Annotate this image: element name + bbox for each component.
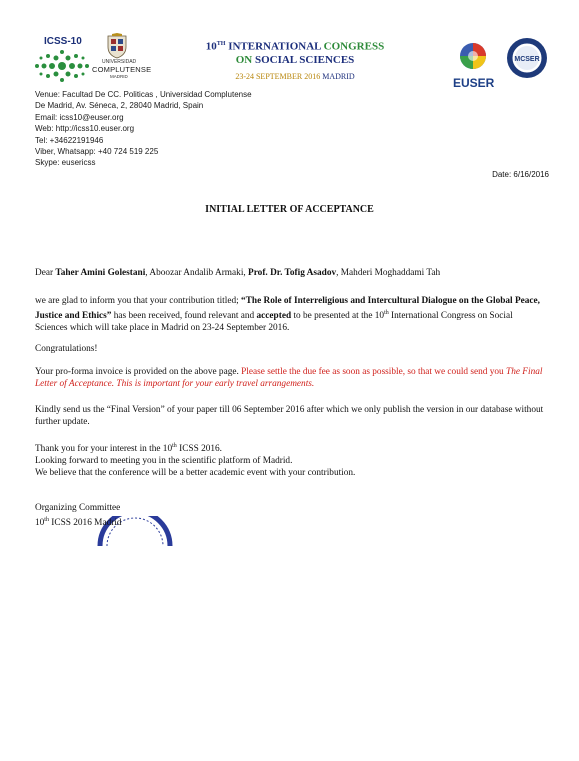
closing-line1a: Thank you for your interest in the 10 <box>35 444 173 455</box>
closing-line2: Looking forward to meeting you in the scientific platform of Madrid. <box>35 456 293 467</box>
university-small-label: UNIVERSIDAD <box>102 59 137 65</box>
congratulations: Congratulations! <box>35 344 98 354</box>
paper-title: “The Role of Interreligious and Intercultural Dialogue on the Global Peace, Justice and Ethics” <box>35 296 540 322</box>
para2-red-italic: The Final Letter of Acceptance. This is important for your early travel arrangements. <box>35 367 543 389</box>
conf-word-on: ON <box>235 53 253 66</box>
closing-block <box>35 440 545 479</box>
mcser-seal-text: MCSER <box>514 56 540 63</box>
university-crest-icon <box>106 33 128 59</box>
signature-line1: Organizing Committee <box>35 503 121 513</box>
closing-line1b: ICSS 2016. <box>176 444 222 455</box>
conf-word-social-sciences: SOCIAL SCIENCES <box>254 53 355 66</box>
signature-block <box>35 502 545 529</box>
contact-block <box>35 89 252 169</box>
closing-line3: We believe that the conference will be a better academic event with your contribution. <box>35 468 356 479</box>
conf-date-city: MADRID <box>322 72 355 81</box>
conference-title <box>180 38 410 67</box>
university-name: COMPLUTENSE <box>92 65 152 74</box>
conf-date-range: 23-24 SEPTEMBER 2016 <box>235 72 321 81</box>
letter-heading: INITIAL LETTER OF ACCEPTANCE <box>205 204 374 215</box>
para2-red: Please settle the due fee as soon as possible, so that we could send you <box>241 367 507 377</box>
icss-logo-title: ICSS-10 <box>44 36 82 47</box>
salutation <box>35 267 545 279</box>
invoice-paragraph <box>35 366 545 390</box>
salutation-sep1: , Aboozar Andalib Armaki, <box>145 268 249 278</box>
contact-web[interactable]: Web: http://icss10.euser.org <box>35 124 135 134</box>
contact-skype: Skype: eusericss <box>35 158 96 168</box>
conf-num: 10 <box>205 40 217 53</box>
contact-venue: Venue: Facultad De CC. Politicas , Universidad Complutense <box>35 90 252 99</box>
para1-c: to be presented at the 10 <box>291 311 385 322</box>
conference-date <box>180 72 410 81</box>
signature-line2a: 10 <box>35 518 45 529</box>
signature-line2b: ICSS 2016 Madrid <box>48 518 122 529</box>
contact-tel: Tel: +34622191946 <box>35 135 104 145</box>
university-city: MADRID <box>110 74 128 79</box>
acceptance-paragraph <box>35 295 545 334</box>
salutation-sep2: , Mahderi Moghaddami Tah <box>336 268 441 278</box>
para1-a: we are glad to inform you that your contribution titled; <box>35 296 242 306</box>
conf-word-international: INTERNATIONAL <box>228 40 321 53</box>
conf-word-congress: CONGRESS <box>323 40 385 53</box>
mcser-seal-icon <box>505 36 549 80</box>
salutation-author1: Taher Amini Golestani <box>55 268 146 278</box>
signature-line2sup: th <box>44 517 49 523</box>
salutation-author3: Prof. Dr. Tofig Asadov <box>248 268 337 278</box>
letter-date: Date: 6/16/2016 <box>492 170 549 179</box>
conf-num-sup: TH <box>216 41 226 47</box>
icss-logo <box>34 36 90 86</box>
euser-label: EUSER <box>453 76 495 90</box>
para1-d: International Congress on Social Sciences which will take place in Madrid on 23-24 September 2016. <box>35 311 513 334</box>
euser-globe-icon <box>455 38 491 78</box>
contact-viber: Viber, Whatsapp: +40 724 519 225 <box>35 147 159 157</box>
para1-b: has been received, found relevant and <box>111 311 257 322</box>
closing-line1sup: th <box>172 443 177 449</box>
contact-address: De Madrid, Av. Séneca, 2, 28040 Madrid, Spain <box>35 101 204 111</box>
para2-a: Your pro-forma invoice is provided on the above page. <box>35 367 242 377</box>
final-version-paragraph: Kindly send us the “Final Version” of your paper till 06 September 2016 after which we only publish the version in our database without further update. <box>35 405 544 427</box>
para1-sup: th <box>384 310 389 316</box>
salutation-dear: Dear <box>35 268 56 278</box>
para1-accepted: accepted <box>256 311 292 322</box>
contact-email[interactable]: Email: icss10@euser.org <box>35 112 124 122</box>
